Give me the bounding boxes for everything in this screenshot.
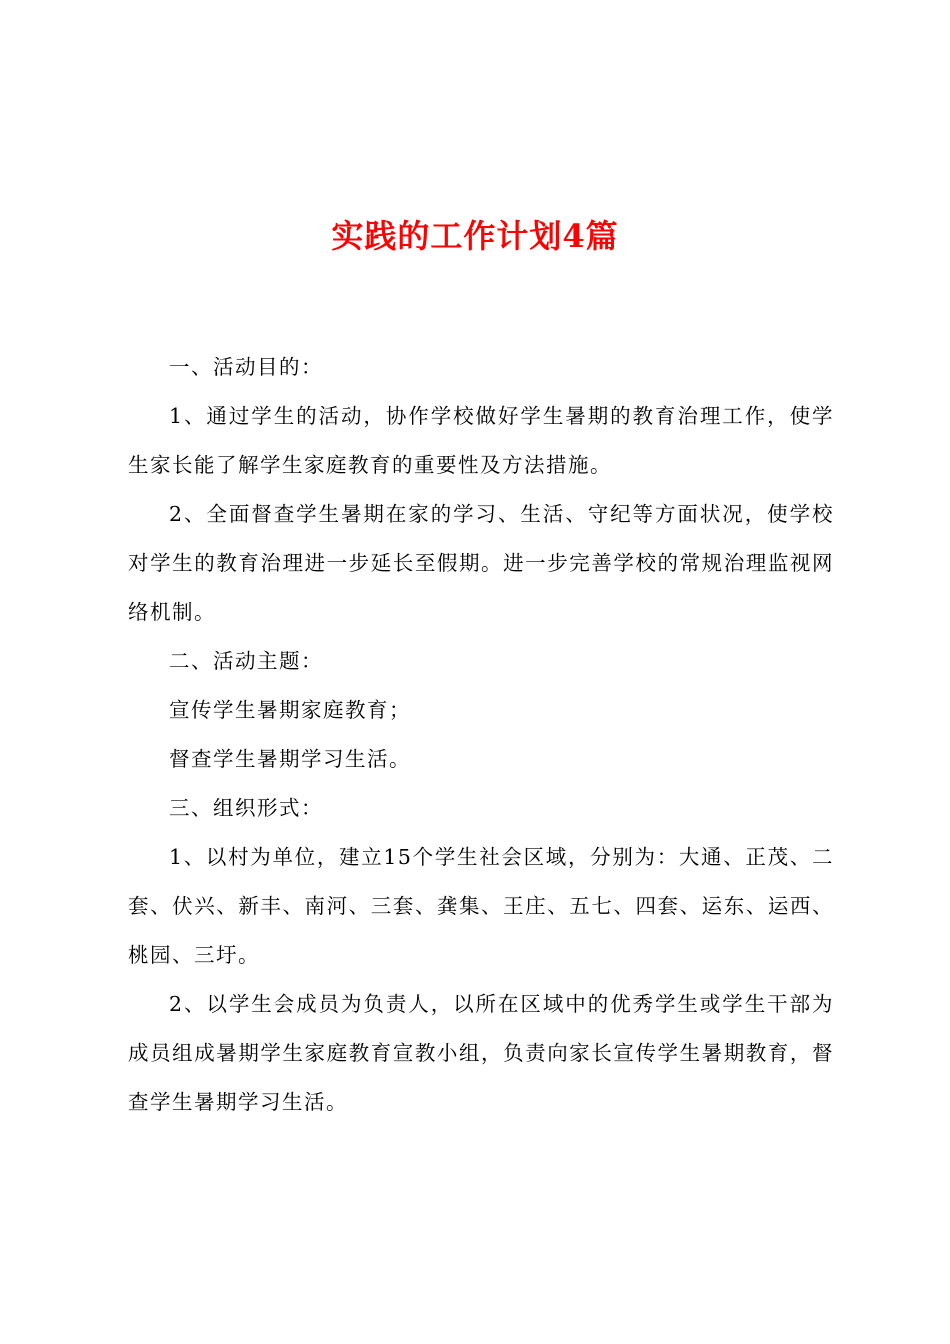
paragraph: 督查学生暑期学习生活。 [169, 747, 411, 771]
paragraph: 1、以村为单位，建立15个学生社会区域，分别为：大通、正茂、二套、伏兴、新丰、南河、三套、龚集、王庄、五七、四套、运东、运西、桃园、三圩。 [128, 845, 834, 967]
paragraph: 宣传学生暑期家庭教育； [169, 698, 411, 722]
paragraph: 2、全面督查学生暑期在家的学习、生活、守纪等方面状况，使学校对学生的教育治理进一步延长至假期。进一步完善学校的常规治理监视网络机制。 [128, 502, 834, 624]
section-heading-purpose: 一、活动目的： [169, 355, 323, 379]
section-heading-theme: 二、活动主题： [169, 649, 323, 673]
paragraph: 2、以学生会成员为负责人，以所在区域中的优秀学生或学生干部为成员组成暑期学生家庭教育宣教小组，负责向家长宣传学生暑期教育，督查学生暑期学习生活。 [128, 992, 834, 1114]
section-heading-form: 三、组织形式： [169, 796, 323, 820]
paragraph: 1、通过学生的活动，协作学校做好学生暑期的教育治理工作，使学生家长能了解学生家庭教育的重要性及方法措施。 [128, 404, 834, 477]
document-title: 实践的工作计划4篇 [331, 217, 619, 255]
document-body [128, 343, 834, 1127]
